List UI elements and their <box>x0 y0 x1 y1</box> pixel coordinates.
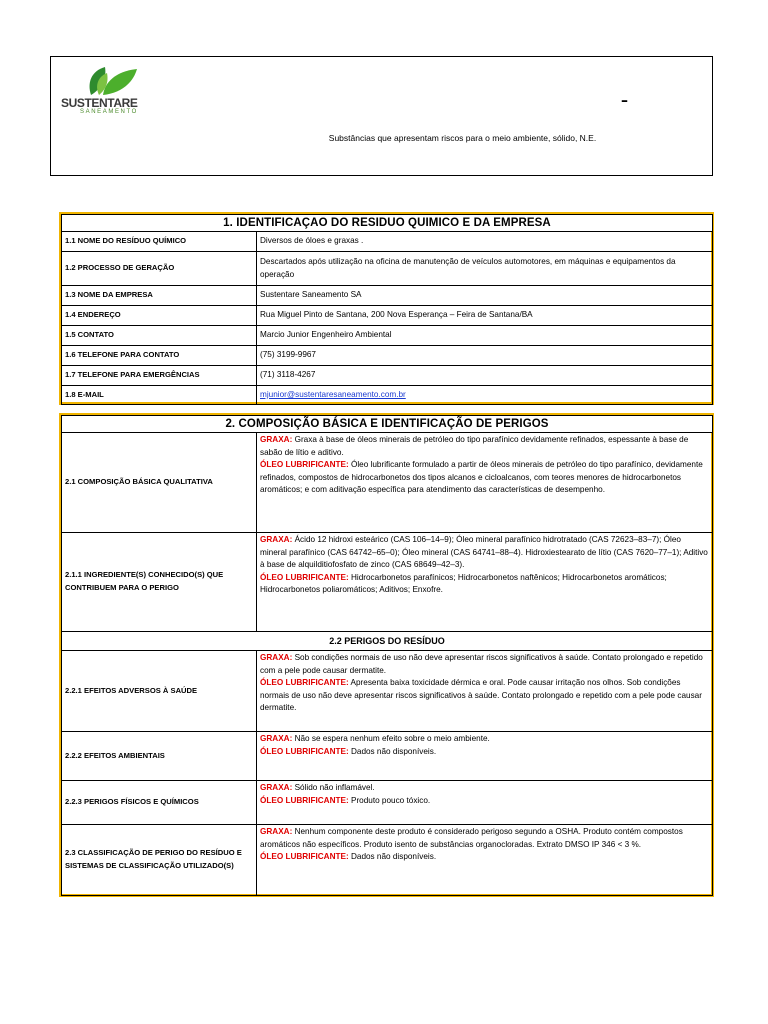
graxa-label: GRAXA: <box>260 783 293 792</box>
table-row <box>62 533 713 632</box>
table-row <box>62 651 713 732</box>
graxa-text: Graxa à base de óleos minerais de petróleo do tipo parafínico devidamente refinados, espessante à base de sabão de lítio e aditivo. <box>260 435 689 457</box>
row-value: Sustentare Saneamento SA <box>257 286 713 306</box>
row-label: 2.2.3 PERIGOS FÍSICOS E QUÍMICOS <box>62 781 257 825</box>
graxa-text: Sólido não inflamável. <box>292 783 375 792</box>
row-label: 1.7 TELEFONE PARA EMERGÊNCIAS <box>62 366 257 386</box>
oleo-text: Apresenta baixa toxicidade dérmica e oral. Pode causar irritação nos olhos. Sob condições normais de uso não deve apresentar riscos significativos à saúde. Contato prolongado e repetido com a pele pode causar dermatite. <box>260 678 702 713</box>
row-label: 1.8 E-MAIL <box>62 386 257 405</box>
oleo-label: ÓLEO LUBRIFICANTE: <box>260 795 349 805</box>
row-value <box>257 651 713 732</box>
oleo-label: ÓLEO LUBRIFICANTE: <box>260 746 349 756</box>
oleo-label: ÓLEO LUBRIFICANTE: <box>260 572 349 582</box>
table-row <box>62 825 713 896</box>
row-label: 1.6 TELEFONE PARA CONTATO <box>62 346 257 366</box>
row-label: 2.1 COMPOSIÇÃO BÁSICA QUALITATIVA <box>62 433 257 533</box>
logo-subtitle: SANEAMENTO <box>80 109 138 115</box>
row-label: 1.3 NOME DA EMPRESA <box>62 286 257 306</box>
table-row <box>62 346 713 366</box>
row-label: 1.2 PROCESSO DE GERAÇÃO <box>62 252 257 286</box>
logo-wordmark: SUSTENTARE <box>61 96 138 110</box>
table-row <box>62 386 713 405</box>
graxa-text: Sob condições normais de uso não deve apresentar riscos significativos à saúde. Contato prolongado e repetido com a pele pode causar dermatite. <box>260 653 703 675</box>
row-label: 1.5 CONTATO <box>62 326 257 346</box>
graxa-label: GRAXA: <box>260 734 293 743</box>
row-value: Diversos de óloes e graxas . <box>257 232 713 252</box>
oleo-text: Dados não disponíveis. <box>348 852 437 862</box>
title-dash: – <box>621 93 628 109</box>
row-value <box>257 433 713 533</box>
row-label: 2.3 CLASSIFICAÇÃO DE PERIGO DO RESÍDUO E SISTEMAS DE CLASSIFICAÇÃO UTILIZADO(S) <box>62 825 257 896</box>
table-row <box>62 232 713 252</box>
oleo-text: Produto pouco tóxico. <box>348 795 431 805</box>
table-row <box>62 252 713 286</box>
graxa-label: GRAXA: <box>260 827 293 836</box>
oleo-text: Óleo lubrificante formulado a partir de óleos minerais de petróleo do tipo parafínico, devidamente refinados, compostos de hidrocarbonetos dos tipos alcanos e cicloalcanos, com teores menores de hidrocarbonetos aromáticos; e com aditivação específica para atendimento das características de desempenho. <box>260 460 703 495</box>
oleo-text: Dados não disponíveis. <box>348 746 437 756</box>
row-value <box>257 825 713 896</box>
section-2-title: 2. COMPOSIÇÃO BÁSICA E IDENTIFICAÇÃO DE PERIGOS <box>62 416 713 433</box>
email-link[interactable]: mjunior@sustentaresaneamento.com.br <box>260 389 406 399</box>
row-label: 1.4 ENDEREÇO <box>62 306 257 326</box>
graxa-label: GRAXA: <box>260 653 293 662</box>
row-value: Descartados após utilização na oficina de manutenção de veículos automotores, em máquinas e equipamentos da operação <box>257 252 713 286</box>
table-row <box>62 781 713 825</box>
document-header <box>50 56 713 176</box>
row-label: 2.2.2 EFEITOS AMBIENTAIS <box>62 732 257 781</box>
oleo-label: ÓLEO LUBRIFICANTE: <box>260 678 349 688</box>
table-row <box>62 286 713 306</box>
row-value: (71) 3118-4267 <box>257 366 713 386</box>
oleo-text: Hidrocarbonetos parafínicos; Hidrocarbonetos naftênicos; Hidrocarbonetos aromáticos; Hidrocarbonetos poliaromáticos; Aditivos; Enxofre. <box>260 572 667 595</box>
section-1-title: 1. IDENTIFICAÇAO DO RESIDUO QUIMICO E DA EMPRESA <box>62 215 713 232</box>
oleo-label: ÓLEO LUBRIFICANTE: <box>260 852 349 862</box>
document-subtitle: Substâncias que apresentam riscos para o meio ambiente, sólido, N.E. <box>328 133 597 143</box>
graxa-text: Ácido 12 hidroxi esteárico (CAS 106–14–9); Óleo mineral parafínico hidrotratado (CAS 72623–83–7); Óleo mineral parafínico (CAS 64742–65–0); Óleo mineral (CAS 64741–88–4). Hidroxiestearato de lítio (CAS 7620–77–1); Aditivo à base de alquilditiofosfato de zinco (CAS 68649–42–3). <box>260 535 708 570</box>
row-label: 2.1.1 INGREDIENTE(S) CONHECIDO(S) QUE CONTRIBUEM PARA O PERIGO <box>62 533 257 632</box>
row-value: Marcio Junior Engenheiro Ambiental <box>257 326 713 346</box>
table-row <box>62 366 713 386</box>
row-value <box>257 781 713 825</box>
section-2-table <box>61 415 713 896</box>
row-value: (75) 3199-9967 <box>257 346 713 366</box>
graxa-label: GRAXA: <box>260 435 293 444</box>
table-row <box>62 326 713 346</box>
table-row <box>62 306 713 326</box>
section-1-table <box>61 214 713 405</box>
row-value: Rua Miguel Pinto de Santana, 200 Nova Esperança – Feira de Santana/BA <box>257 306 713 326</box>
row-value-email <box>257 386 713 405</box>
row-value <box>257 732 713 781</box>
table-row <box>62 732 713 781</box>
section-2-2-subheading: 2.2 PERIGOS DO RESÍDUO <box>62 632 713 651</box>
oleo-label: ÓLEO LUBRIFICANTE: <box>260 460 349 470</box>
table-row <box>62 433 713 533</box>
company-logo <box>61 63 173 115</box>
row-label: 2.2.1 EFEITOS ADVERSOS À SAÚDE <box>62 651 257 732</box>
graxa-label: GRAXA: <box>260 535 293 544</box>
row-value <box>257 533 713 632</box>
row-label: 1.1 NOME DO RESÍDUO QUÍMICO <box>62 232 257 252</box>
graxa-text: Nenhum componente deste produto é considerado perigoso segundo a OSHA. Produto contém compostos aromáticos não específicos. Produto isento de substâncias organocloradas. Extrato DMSO IP 346 < 3 %. <box>260 827 683 849</box>
leaf-logo-icon <box>61 63 173 97</box>
graxa-text: Não se espera nenhum efeito sobre o meio ambiente. <box>292 734 490 743</box>
